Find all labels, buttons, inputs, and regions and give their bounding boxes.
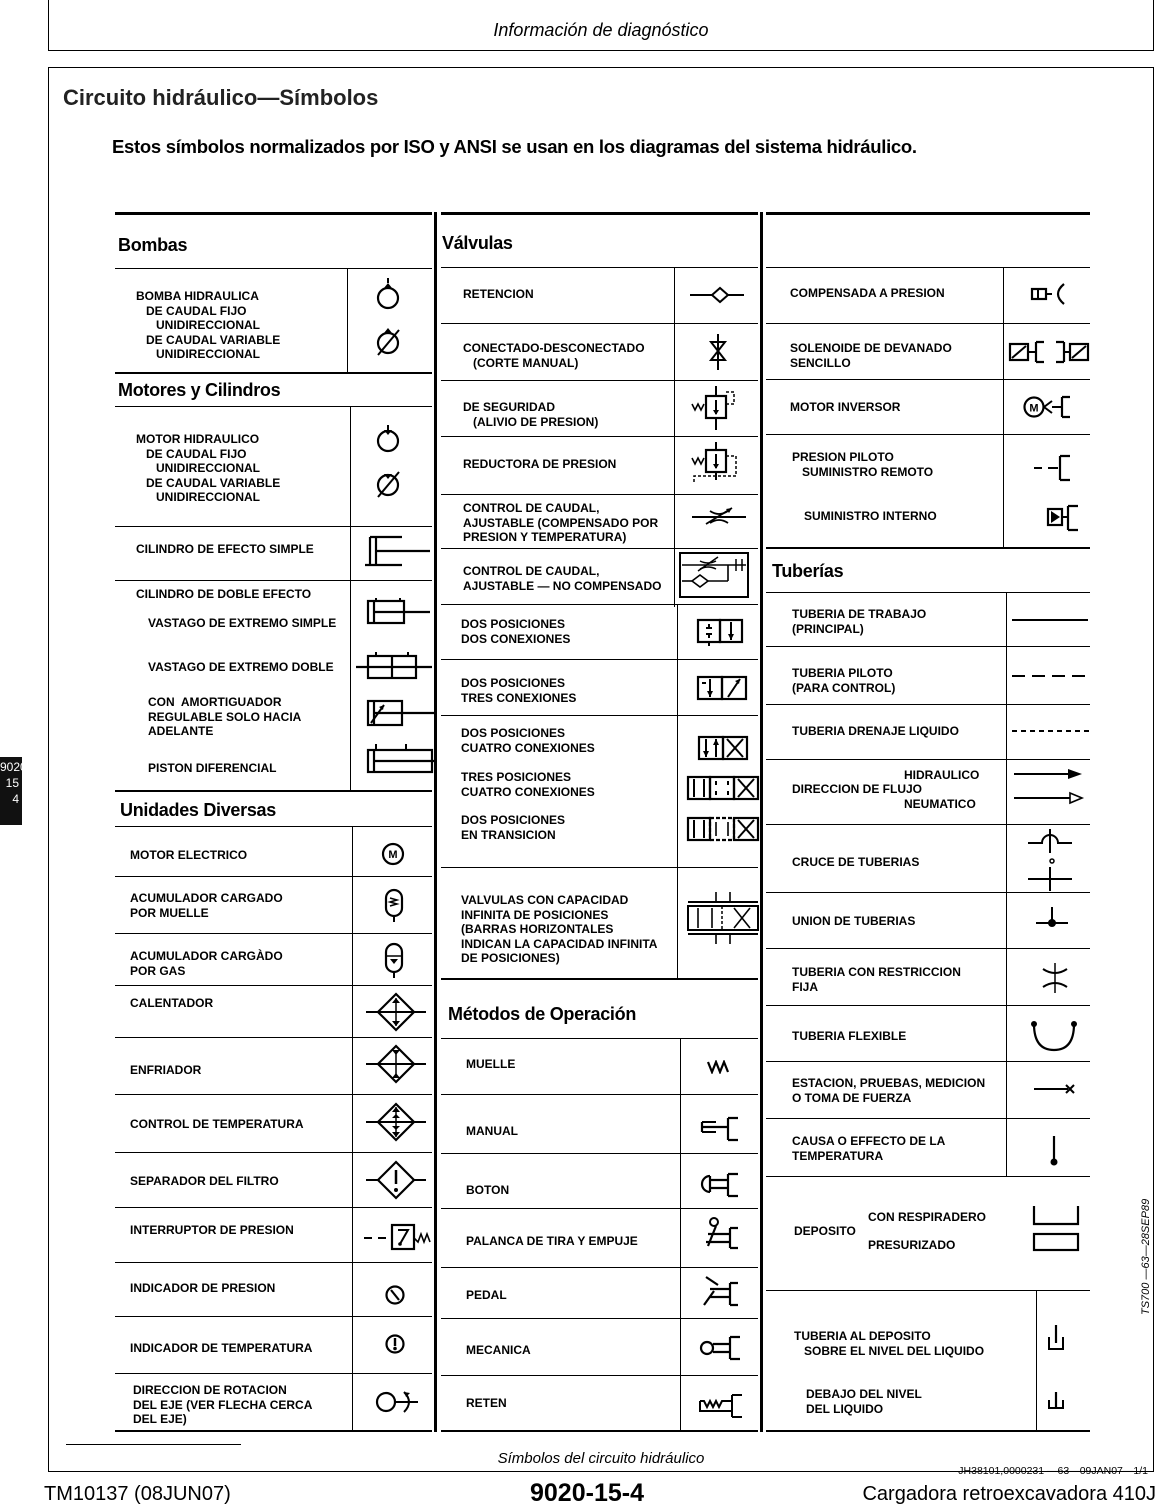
- rule: [115, 790, 432, 792]
- rule: [441, 715, 758, 716]
- label-ind-presion: INDICADOR DE PRESION: [130, 1281, 276, 1295]
- cylinder-double-rod-icon: [356, 652, 432, 682]
- reversing-motor-icon: [1022, 393, 1076, 421]
- label-cil-doble: CILINDRO DE DOBLE EFECTO: [136, 587, 312, 601]
- rule: [115, 372, 432, 374]
- rule: [441, 1267, 758, 1268]
- label-acum-muelle: ACUMULADOR CARGADO POR MUELLE: [130, 891, 283, 920]
- temperature-gauge-icon: [384, 1333, 406, 1355]
- pilot-internal-icon: [1046, 503, 1082, 533]
- label-separador: SEPARADOR DEL FILTRO: [130, 1174, 279, 1188]
- rule: [441, 1038, 758, 1039]
- label-interruptor: INTERRUPTOR DE PRESION: [130, 1223, 294, 1237]
- label-hidraulico: HIDRAULICO: [904, 768, 980, 782]
- pressure-switch-icon: [362, 1222, 434, 1252]
- rule: [441, 1208, 758, 1209]
- label-deposito: DEPOSITO: [794, 1224, 856, 1238]
- label-control-comp: CONTROL DE CAUDAL, AJUSTABLE (COMPENSADO POR PRESION Y TEMPERATURA): [463, 501, 659, 544]
- footer-manual-id: TM10137 (08JUN07): [44, 1483, 231, 1505]
- rule: [766, 1290, 1090, 1291]
- label-seguridad: DE SEGURIDAD (ALIVIO DE PRESION): [463, 400, 599, 429]
- label-retencion: RETENCION: [463, 287, 534, 301]
- rule: [766, 704, 1090, 705]
- label-presurizado: PRESURIZADO: [868, 1238, 956, 1252]
- label-dos-tres: DOS POSICIONES TRES CONEXIONES: [461, 676, 577, 705]
- rule: [115, 985, 432, 986]
- rule: [441, 494, 758, 495]
- rule: [441, 267, 758, 268]
- cylinder-cushion-icon: [362, 697, 438, 729]
- label-vastago-doble: VASTAGO DE EXTREMO DOBLE: [148, 660, 334, 674]
- intro-text: Estos símbolos normalizados por ISO y ANSI se usan en los diagramas del sistema hidráulico.: [112, 136, 917, 157]
- electric-motor-icon: [380, 841, 406, 867]
- rule: [350, 406, 351, 790]
- heading-valvulas: Válvulas: [442, 233, 513, 253]
- rule: [115, 1207, 432, 1208]
- motor-hydraulic-icon: [370, 425, 410, 505]
- label-flexible: TUBERIA FLEXIBLE: [792, 1029, 907, 1043]
- rule: [1036, 1290, 1037, 1432]
- svg-text:M: M: [1029, 402, 1039, 415]
- label-calentador: CALENTADOR: [130, 996, 214, 1010]
- col2-top-rule: [441, 212, 758, 215]
- heater-icon: [366, 992, 426, 1032]
- flow-control-compensated-icon: [692, 506, 746, 528]
- heading-bombas: Bombas: [118, 235, 188, 255]
- caption-rule: [66, 1444, 241, 1445]
- rule: [766, 323, 1090, 324]
- valve-2pos-3way-icon: [696, 673, 748, 703]
- col-separator-1: [434, 212, 437, 1432]
- rule: [766, 592, 1090, 593]
- rule: [441, 1094, 758, 1095]
- piston-differential-icon: [362, 744, 438, 778]
- rule: [115, 1094, 432, 1095]
- rule: [115, 1262, 432, 1263]
- rule: [441, 604, 758, 605]
- doc-reference: JH38101,0000231 —63—09JAN07—1/1: [958, 1465, 1148, 1477]
- label-amortiguador: CON AMORTIGUADOR REGULABLE SOLO HACIA ADELANTE: [148, 695, 302, 738]
- mechanical-icon: [698, 1333, 744, 1363]
- rule: [115, 1316, 432, 1317]
- heading-motores: Motores y Cilindros: [118, 380, 281, 400]
- label-tres-cuatro: TRES POSICIONES CUATRO CONEXIONES: [461, 770, 595, 799]
- rule: [115, 268, 432, 269]
- accumulator-spring-icon: [383, 884, 405, 922]
- pressure-compensated-icon: [1028, 282, 1070, 306]
- label-vastago-simple: VASTAGO DE EXTREMO SIMPLE: [148, 616, 337, 630]
- label-palanca: PALANCA DE TIRA Y EMPUJE: [466, 1234, 638, 1248]
- tab-line-3: 4: [12, 792, 19, 806]
- label-solenoide: SOLENOIDE DE DEVANADO SENCILLO: [790, 341, 952, 370]
- rule: [441, 1318, 758, 1319]
- col3-top-rule: [766, 212, 1090, 215]
- flow-direction-icon: [1014, 766, 1086, 806]
- rule: [115, 1037, 432, 1038]
- rule: [441, 436, 758, 437]
- push-pull-lever-icon: [700, 1216, 742, 1252]
- pump-fixed-icon: [370, 278, 410, 368]
- label-motor-electrico: MOTOR ELECTRICO: [130, 848, 248, 862]
- rule: [441, 867, 758, 868]
- rule: [766, 646, 1090, 647]
- rule: [115, 1430, 432, 1432]
- rule: [677, 604, 678, 978]
- label-boton: BOTON: [466, 1183, 510, 1197]
- rule: [680, 1038, 681, 1430]
- pilot-remote-icon: [1032, 453, 1078, 483]
- header-title: Información de diagnóstico: [493, 20, 709, 40]
- pilot-line-icon: [1012, 674, 1088, 678]
- rule: [115, 580, 432, 581]
- rule: [766, 1005, 1090, 1006]
- flexible-line-icon: [1028, 1018, 1080, 1054]
- label-control-temp: CONTROL DE TEMPERATURA: [130, 1117, 304, 1131]
- rule: [441, 1430, 758, 1432]
- label-piston: PISTON DIFERENCIAL: [148, 761, 277, 775]
- label-compensada: COMPENSADA A PRESION: [790, 286, 945, 300]
- label-presion-piloto: PRESION PILOTO SUMINISTRO REMOTO: [792, 450, 934, 479]
- joining-lines-icon: [1034, 905, 1070, 935]
- label-bomba: BOMBA HIDRAULICA DE CAUDAL FIJO UNIDIRECCIONAL DE CAUDAL VARIABLE UNIDIRECCIONAL: [136, 289, 281, 361]
- label-causa: CAUSA O EFFECTO DE LA TEMPERATURA: [792, 1134, 946, 1163]
- label-dos-trans: DOS POSICIONES EN TRANSICION: [461, 813, 566, 842]
- pressure-reducing-icon: [690, 442, 746, 486]
- rule: [441, 659, 758, 660]
- svg-text:M: M: [388, 849, 398, 861]
- rule: [441, 323, 758, 324]
- label-conectado: CONECTADO-DESCONECTADO (CORTE MANUAL): [463, 341, 645, 370]
- crossing-lines-icon: [1026, 829, 1074, 891]
- label-direccion-rot: DIRECCION DE ROTACION DEL EJE (VER FLECHA CERCA DEL EJE): [133, 1383, 313, 1426]
- rule: [766, 267, 1090, 268]
- label-drenaje: TUBERIA DRENAJE LIQUIDO: [792, 724, 959, 738]
- label-cruce: CRUCE DE TUBERIAS: [792, 855, 920, 869]
- label-motor: MOTOR HIDRAULICO DE CAUDAL FIJO UNIDIRECCIONAL DE CAUDAL VARIABLE UNIDIRECCIONAL: [136, 432, 281, 504]
- cylinder-double-single-rod-icon: [362, 598, 432, 628]
- label-reten: RETEN: [466, 1396, 507, 1410]
- solenoid-icon: [1008, 338, 1092, 366]
- rule: [1006, 592, 1007, 1176]
- temperature-cause-icon: [1046, 1134, 1062, 1168]
- section-tab: [0, 757, 27, 825]
- label-enfriador: ENFRIADOR: [130, 1063, 202, 1077]
- rule: [441, 978, 758, 980]
- label-restriccion: TUBERIA CON RESTRICCION FIJA: [792, 965, 961, 994]
- label-al-deposito: TUBERIA AL DEPOSITO SOBRE EL NIVEL DEL LIQUIDO: [794, 1329, 985, 1358]
- rule: [115, 826, 432, 827]
- label-mecanica: MECANICA: [466, 1343, 531, 1357]
- label-control-nocomp: CONTROL DE CAUDAL, AJUSTABLE — NO COMPENSADO: [463, 564, 662, 593]
- figure-ref: TS700 —63—28SEP89: [1140, 1198, 1152, 1315]
- rule: [674, 267, 675, 607]
- heading-unidades: Unidades Diversas: [120, 800, 276, 820]
- valve-2pos-4way-icon: [697, 734, 749, 762]
- label-piloto: TUBERIA PILOTO (PARA CONTROL): [792, 666, 896, 695]
- temperature-control-icon: [366, 1102, 426, 1142]
- flow-control-noncompensated-icon: [678, 551, 750, 599]
- rule: [115, 406, 432, 407]
- label-acum-gas: ACUMULADOR CARGÀDO POR GAS: [130, 949, 283, 978]
- rule: [115, 526, 432, 527]
- pressure-gauge-icon: [384, 1284, 406, 1306]
- label-suministro-interno: SUMINISTRO INTERNO: [804, 509, 937, 523]
- label-direccion-flujo: DIRECCION DE FLUJO: [792, 782, 923, 796]
- shaft-rotation-icon: [374, 1388, 422, 1416]
- accumulator-gas-icon: [383, 938, 405, 978]
- rule: [766, 1176, 1090, 1177]
- label-trabajo: TUBERIA DE TRABAJO (PRINCIPAL): [792, 607, 927, 636]
- rule: [115, 876, 432, 877]
- label-union: UNION DE TUBERIAS: [792, 914, 916, 928]
- rule: [766, 892, 1090, 893]
- rule: [766, 948, 1090, 949]
- label-estacion: ESTACION, PRUEBAS, MEDICION O TOMA DE FUERZA: [792, 1076, 986, 1105]
- rule: [766, 1430, 1090, 1432]
- rule: [441, 1375, 758, 1376]
- reservoir-icon: [1032, 1204, 1082, 1254]
- line-to-reservoir-above-icon: [1046, 1323, 1066, 1353]
- valve-transition-icon: [686, 815, 760, 843]
- label-manual: MANUAL: [466, 1124, 518, 1138]
- cylinder-single-icon: [362, 533, 432, 569]
- working-line-icon: [1012, 618, 1088, 622]
- spring-icon: [706, 1060, 730, 1074]
- valve-2pos-2way-icon: [696, 616, 746, 646]
- check-valve-icon: [690, 284, 744, 306]
- section-title: Circuito hidráulico—Símbolos: [63, 85, 379, 110]
- rule: [347, 268, 348, 373]
- test-station-icon: [1032, 1080, 1076, 1098]
- col1-top-rule: [115, 212, 432, 215]
- manual-control-icon: [700, 1114, 742, 1144]
- label-infinita: VALVULAS CON CAPACIDAD INFINITA DE POSICIONES (BARRAS HORIZONTALES INDICAN LA CAPACIDAD INFINITA DE POSICIONES): [461, 893, 658, 965]
- label-ind-temp: INDICADOR DE TEMPERATURA: [130, 1341, 313, 1355]
- rule: [115, 933, 432, 934]
- relief-valve-icon: [690, 386, 746, 430]
- label-dos-dos: DOS POSICIONES DOS CONEXIONES: [461, 617, 571, 646]
- rule: [766, 824, 1090, 825]
- footer-page-number: 9020-15-4: [530, 1479, 644, 1507]
- label-muelle: MUELLE: [466, 1057, 516, 1071]
- rule: [766, 379, 1090, 380]
- tab-line-1: 9020: [0, 760, 27, 774]
- line-to-reservoir-below-icon: [1046, 1390, 1066, 1412]
- push-button-icon: [700, 1170, 742, 1200]
- tab-line-2: 15: [5, 776, 19, 790]
- rule: [766, 759, 1090, 760]
- pedal-icon: [700, 1275, 742, 1309]
- rule: [115, 1373, 432, 1374]
- rule: [441, 1153, 758, 1154]
- figure-caption: Símbolos del circuito hidráulico: [497, 1450, 705, 1467]
- label-motor-inversor: MOTOR INVERSOR: [790, 400, 901, 414]
- rule: [766, 1118, 1090, 1119]
- heading-tuberias: Tuberías: [772, 561, 844, 581]
- valve-infinite-icon: [686, 892, 760, 944]
- header-box: [48, 0, 1154, 51]
- rule: [766, 1061, 1090, 1062]
- rule: [766, 547, 1090, 549]
- label-respiradero: CON RESPIRADERO: [868, 1210, 987, 1224]
- rule: [352, 826, 353, 1430]
- shutoff-valve-icon: [706, 334, 730, 370]
- restriction-icon: [1040, 963, 1070, 993]
- drain-line-icon: [1012, 729, 1092, 733]
- rule: [115, 1152, 432, 1153]
- label-dos-cuatro: DOS POSICIONES CUATRO CONEXIONES: [461, 726, 595, 755]
- cooler-icon: [366, 1044, 426, 1084]
- rule: [441, 380, 758, 381]
- label-cil-simple: CILINDRO DE EFECTO SIMPLE: [136, 542, 314, 556]
- filter-separator-icon: [366, 1160, 426, 1200]
- label-debajo: DEBAJO DEL NIVEL DEL LIQUIDO: [806, 1387, 922, 1416]
- footer-machine: Cargadora retroexcavadora 410J: [862, 1483, 1156, 1505]
- label-neumatico: NEUMATICO: [904, 797, 976, 811]
- col-separator-2: [760, 212, 763, 1432]
- label-reductora: REDUCTORA DE PRESION: [463, 457, 617, 471]
- heading-metodos: Métodos de Operación: [448, 1004, 637, 1024]
- rule: [441, 548, 758, 549]
- rule: [1003, 267, 1004, 547]
- detent-icon: [698, 1391, 746, 1421]
- label-pedal: PEDAL: [466, 1288, 507, 1302]
- valve-3pos-4way-icon: [686, 774, 760, 802]
- rule: [766, 434, 1090, 435]
